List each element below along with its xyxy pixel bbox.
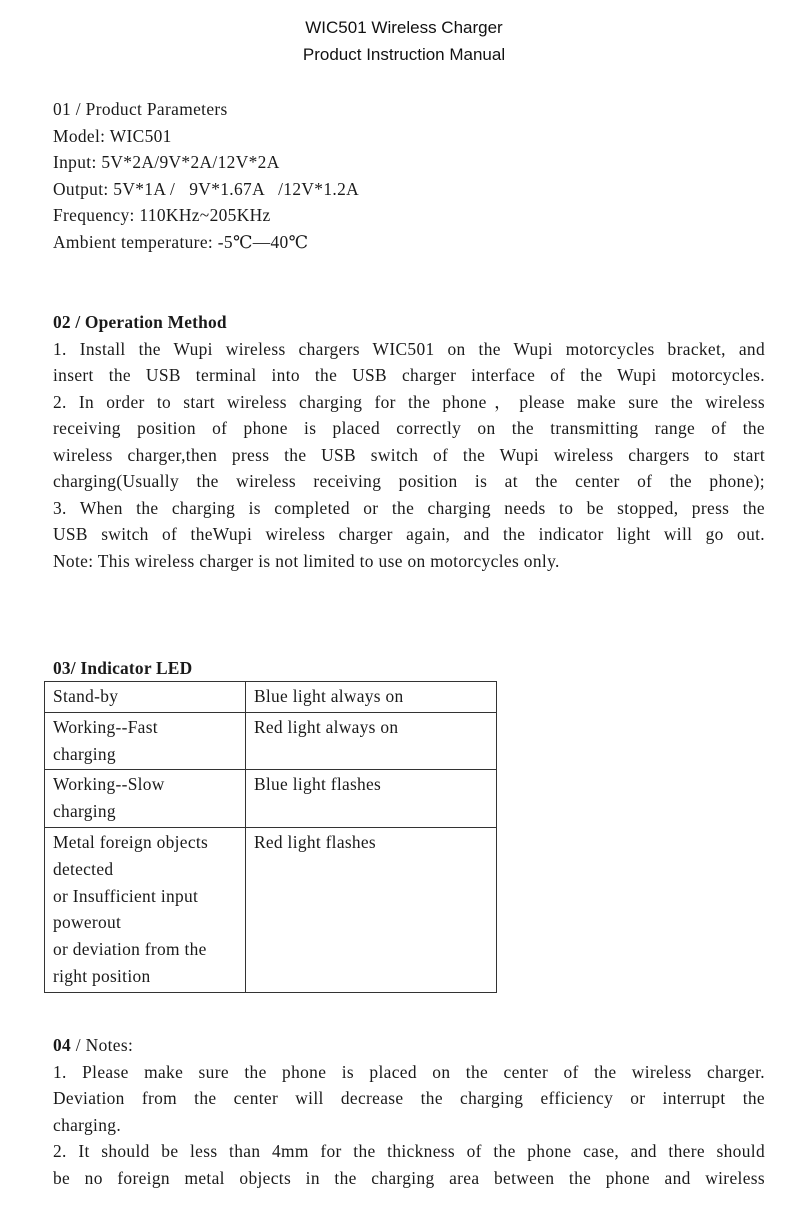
table-row — [45, 712, 497, 770]
led-light-cell: Blue light flashes — [246, 770, 497, 828]
led-state-text: detected — [53, 858, 114, 879]
operation-line: charging(Usually the wireless receiving position is at the center of the phone); — [53, 471, 765, 491]
table-row — [45, 827, 497, 992]
parameters-heading: 01 / Product Parameters — [53, 99, 228, 119]
operation-method-section — [53, 309, 765, 574]
notes-heading — [53, 1032, 765, 1059]
led-state-text: powerout — [53, 912, 122, 933]
led-light-cell: Red light always on — [246, 712, 497, 770]
notes-heading-number: 04 — [53, 1035, 72, 1055]
param-model: Model: WIC501 — [53, 125, 172, 146]
document-subtitle: Product Instruction Manual — [302, 45, 506, 64]
operation-line: receiving position of phone is placed correctly on the transmitting range of the — [53, 418, 765, 438]
notes-line: 1. Please make sure the phone is placed on the center of the wireless charger. — [53, 1061, 765, 1082]
led-state-text: Working--Fast — [53, 716, 158, 737]
table-row — [45, 682, 497, 713]
operation-note: Note: This wireless charger is not limited to use on motorcycles only. — [53, 550, 560, 571]
led-state-text: Working--Slow — [53, 774, 165, 795]
param-ambient-temperature: Ambient temperature: -5℃—40℃ — [53, 231, 309, 252]
notes-line: 2. It should be less than 4mm for the thickness of the phone case, and there should — [53, 1141, 765, 1161]
document-header — [0, 14, 808, 68]
led-state-text: or Insufficient input — [53, 885, 199, 906]
notes-heading-text: / Notes: — [75, 1035, 134, 1055]
led-state-cell — [45, 827, 246, 992]
led-state-cell — [45, 712, 246, 770]
led-state-cell — [45, 770, 246, 828]
indicator-section — [53, 655, 765, 682]
notes-section — [53, 1032, 765, 1191]
operation-line: USB switch of theWupi wireless charger again, and the indicator light will go out. — [53, 524, 765, 544]
notes-line: charging. — [53, 1114, 122, 1135]
operation-heading: 02 / Operation Method — [53, 312, 227, 332]
operation-line: 3. When the charging is completed or the charging needs to be stopped, press the — [53, 497, 765, 518]
led-state-text: right position — [53, 965, 151, 986]
operation-line: wireless charger,then press the USB switch of the Wupi wireless chargers to start — [53, 444, 765, 465]
led-state-text: Stand-by — [53, 686, 119, 706]
led-state-text: or deviation from the — [53, 939, 207, 960]
param-input: Input: 5V*2A/9V*2A/12V*2A — [53, 152, 280, 172]
table-row — [45, 770, 497, 828]
product-parameters-section — [53, 96, 765, 255]
indicator-heading: 03/ Indicator LED — [53, 658, 193, 678]
operation-line: 2. In order to start wireless charging for the phone，please make sure the wireless — [53, 391, 765, 412]
document-title: WIC501 Wireless Charger — [305, 18, 503, 37]
indicator-table — [44, 681, 497, 993]
notes-line: be no foreign metal objects in the charging area between the phone and wireless — [53, 1167, 765, 1188]
led-state-text: charging — [53, 801, 116, 822]
param-output: Output: 5V*1A / 9V*1.67A /12V*1.2A — [53, 178, 360, 199]
operation-line: insert the USB terminal into the USB charger interface of the Wupi motorcycles. — [53, 365, 765, 385]
param-frequency: Frequency: 110KHz~205KHz — [53, 205, 271, 225]
led-state-cell — [45, 682, 246, 713]
led-light-cell: Blue light always on — [246, 682, 497, 713]
led-state-text: Metal foreign objects — [53, 831, 209, 852]
led-state-text: charging — [53, 743, 116, 764]
operation-line: 1. Install the Wupi wireless chargers WIC501 on the Wupi motorcycles bracket, and — [53, 338, 765, 359]
notes-line: Deviation from the center will decrease the charging efficiency or interrupt the — [53, 1088, 765, 1108]
led-light-cell: Red light flashes — [246, 827, 497, 992]
